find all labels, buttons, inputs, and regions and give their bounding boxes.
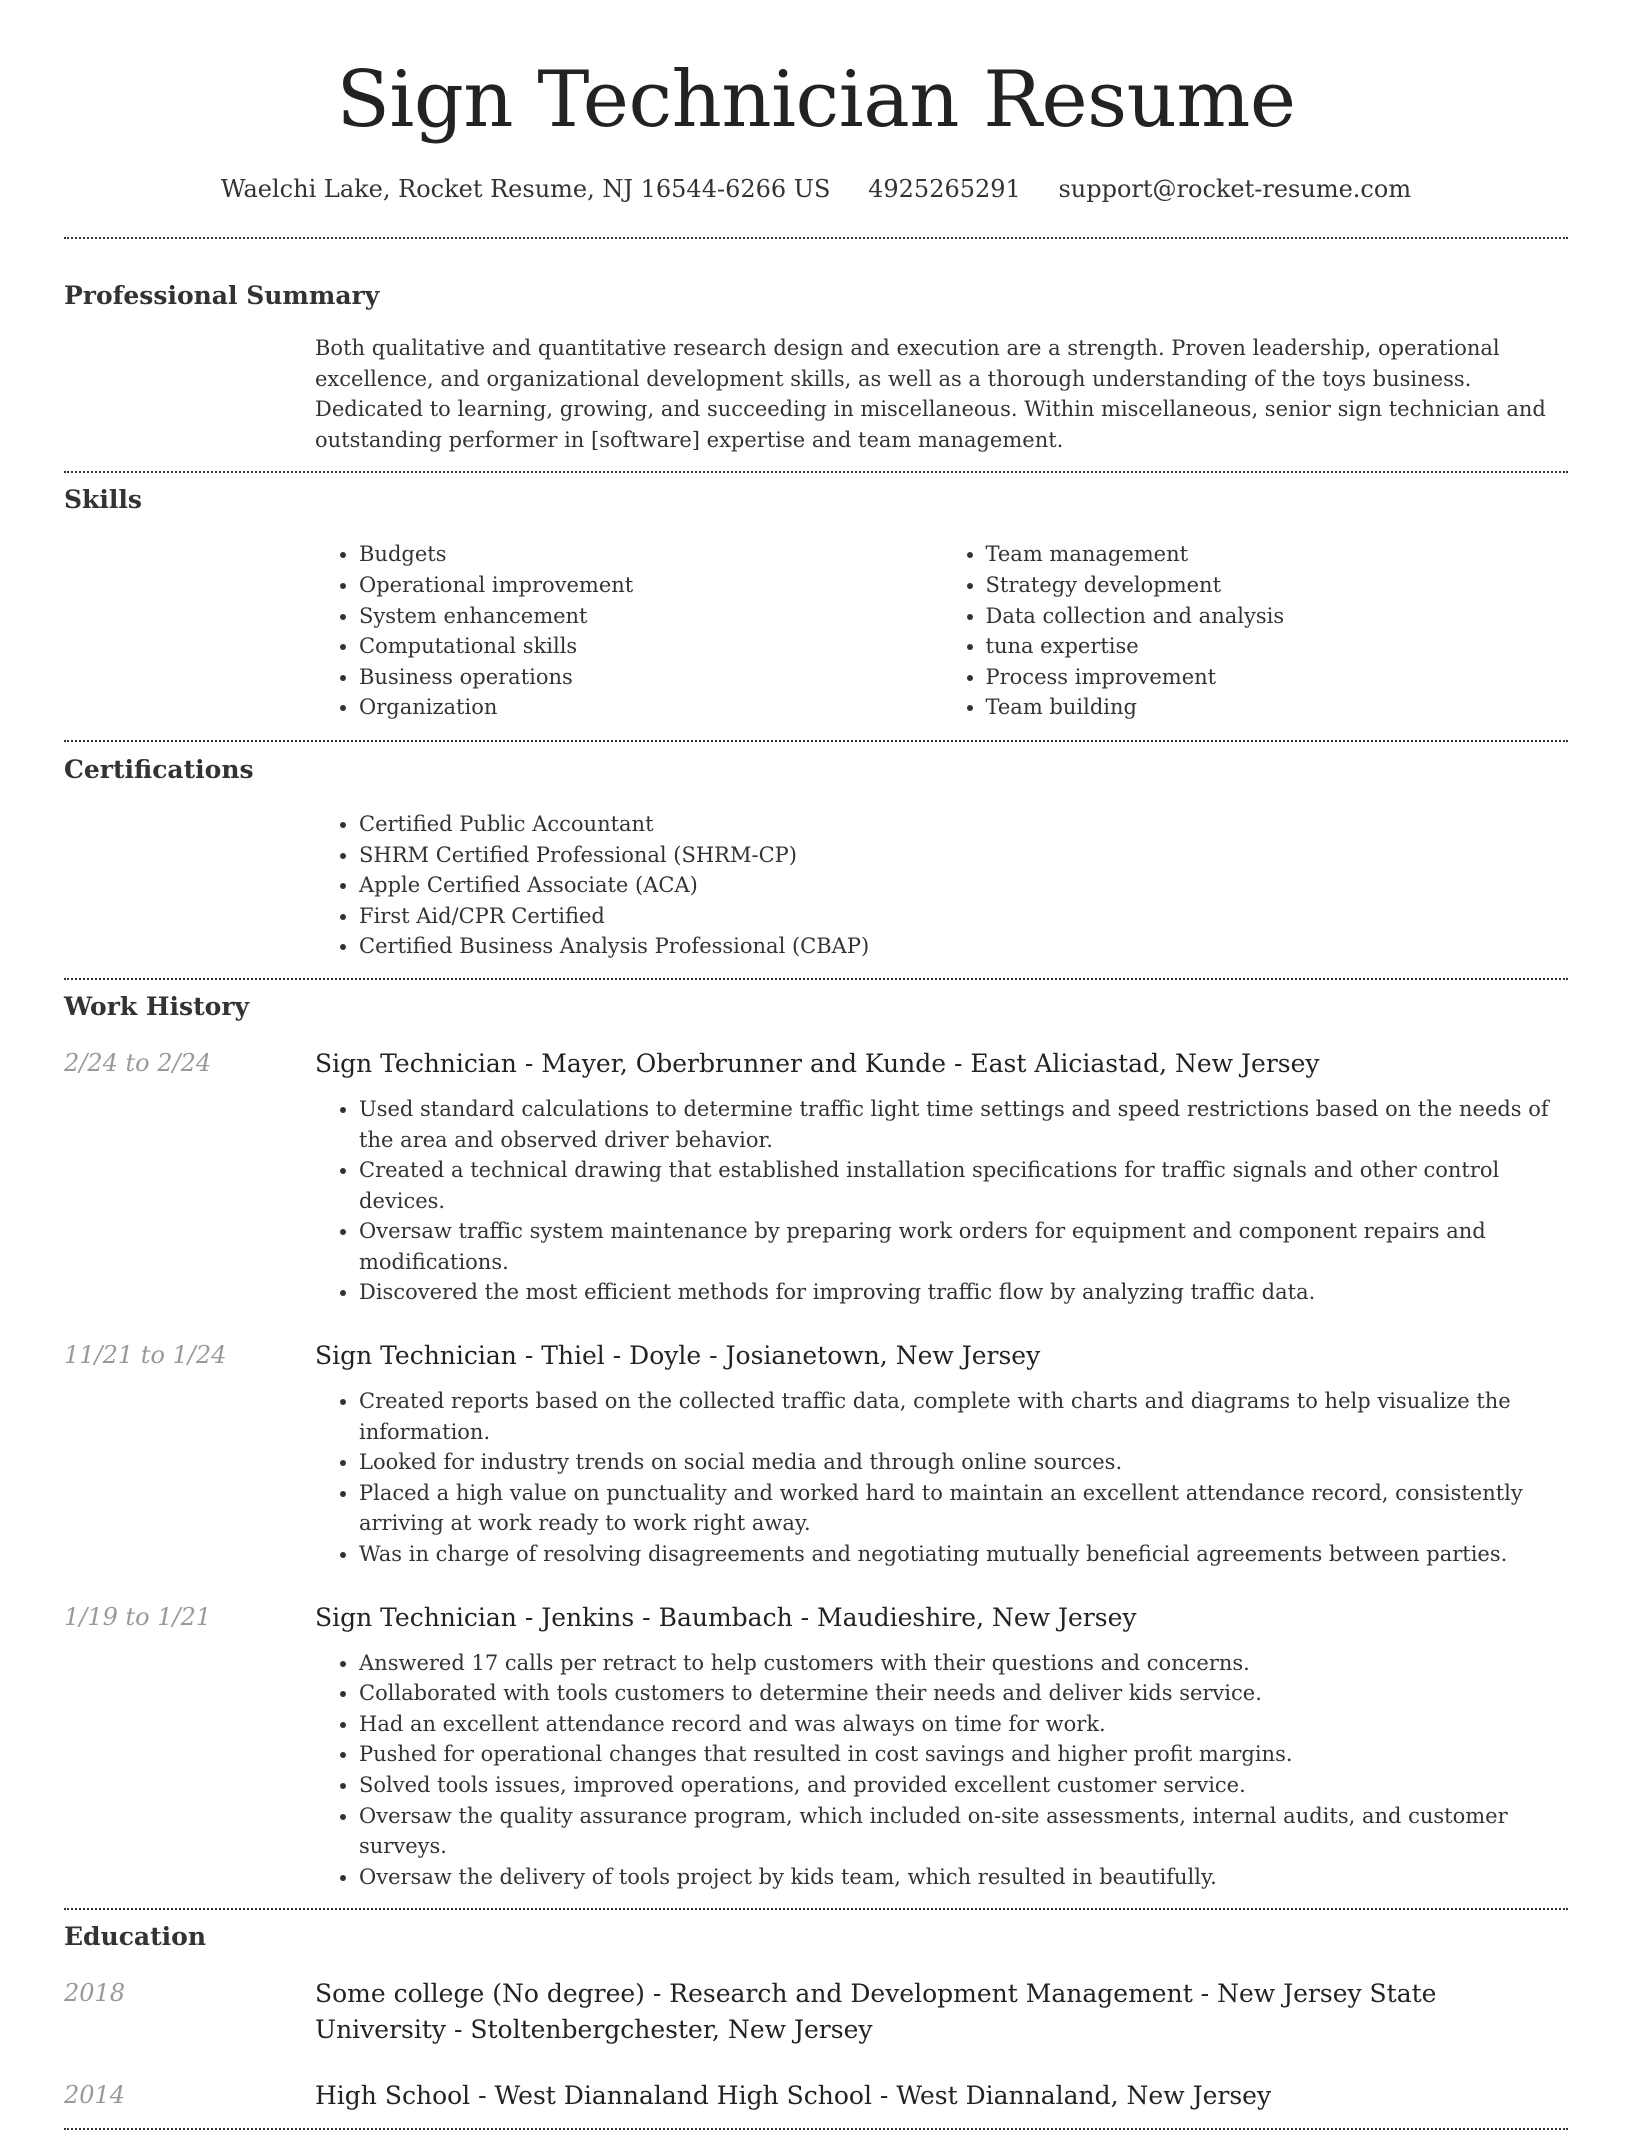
job-heading: Sign Technician - Jenkins - Baumbach - Maudieshire, New Jersey [315, 1602, 1137, 1632]
job-bullets [315, 1094, 1568, 1308]
certification-item: • SHRM Certified Professional (SHRM-CP) [359, 840, 1568, 871]
section-title-summary: Professional Summary [64, 281, 380, 310]
job-bullet: • Created a technical drawing that established installation specifications for traffic signals and other control devices. [359, 1155, 1568, 1216]
skill-item: • tuna expertise [986, 631, 1569, 662]
job-bullet: • Pushed for operational changes that resulted in cost savings and higher profit margins. [359, 1739, 1568, 1770]
certification-item: • First Aid/CPR Certified [359, 901, 1568, 932]
job-bullet: • Oversaw the delivery of tools project by kids team, which resulted in beautifully. [359, 1862, 1568, 1893]
job-bullet: • Created reports based on the collected traffic data, complete with charts and diagrams to help visualize the information. [359, 1386, 1568, 1447]
job-bullet: • Had an excellent attendance record and was always on time for work. [359, 1709, 1568, 1740]
job-bullet: • Discovered the most efficient methods for improving traffic flow by analyzing traffic data. [359, 1277, 1568, 1308]
education-heading [315, 2078, 1568, 2114]
job-bullet: • Was in charge of resolving disagreements and negotiating mutually beneficial agreements between parties. [359, 1539, 1568, 1570]
section-title-skills: Skills [64, 485, 142, 515]
skill-item: • Budgets [359, 539, 942, 570]
job-body [315, 1338, 1568, 1570]
job-body [315, 1600, 1568, 1893]
job-heading: Sign Technician - Mayer, Oberbrunner and Kunde - East Aliciastad, New Jersey [315, 1048, 1320, 1078]
job-bullet: • Looked for industry trends on social media and through online sources. [359, 1447, 1568, 1478]
skill-item: • Organization [359, 692, 942, 723]
skills-list-right [942, 539, 1569, 723]
certification-item: • Certified Business Analysis Professional (CBAP) [359, 931, 1568, 962]
job-entry [64, 1600, 1568, 1893]
education-year: 2014 [64, 2081, 126, 2110]
certifications-content [315, 809, 1568, 962]
contact-address: Waelchi Lake, Rocket Resume, NJ 16544-6266 US [220, 175, 831, 203]
section-divider [64, 978, 1568, 980]
certification-item: • Apple Certified Associate (ACA) [359, 870, 1568, 901]
skill-item: • Computational skills [359, 631, 942, 662]
professional-summary-section [64, 279, 1568, 455]
skill-item: • Team management [986, 539, 1569, 570]
education-degree: Some college (No degree) - Research and Development Management [315, 1979, 1193, 2009]
resume-page [64, 0, 1568, 2130]
job-bullets [315, 1648, 1568, 1893]
job-dates: 2/24 to 2/24 [64, 1048, 212, 1077]
skill-item: • Operational improvement [359, 570, 942, 601]
job-body [315, 1046, 1568, 1308]
education-school: - West Diannaland High School - West Diannaland, New Jersey [470, 2081, 1272, 2111]
section-divider [64, 471, 1568, 473]
certifications-section [64, 753, 1568, 962]
education-year: 2018 [64, 1979, 126, 2008]
job-bullet: • Placed a high value on punctuality and worked hard to maintain an excellent attendance record, consistently arriving at work ready to work right away. [359, 1478, 1568, 1539]
section-divider [64, 740, 1568, 742]
education-heading [315, 1976, 1568, 2048]
contact-line [64, 172, 1568, 206]
job-bullet: • Solved tools issues, improved operations, and provided excellent customer service. [359, 1770, 1568, 1801]
education-section [64, 1920, 1568, 2114]
education-entry [64, 1976, 1568, 2048]
skills-grid [315, 539, 1568, 723]
skill-item: • Process improvement [986, 662, 1569, 693]
certification-item: • Certified Public Accountant [359, 809, 1568, 840]
section-title-education: Education [64, 1922, 207, 1952]
work-history-section [64, 990, 1568, 1892]
summary-text: Both qualitative and quantitative research design and execution are a strength. Proven leadership, operational excellence, and organizational development skills, as well as a thorough understanding of the toys business. Dedicated to learning, growing, and succeeding in miscellaneous. Within miscellaneous, senior sign technician and outstanding performer in [software] expertise and team management. [315, 336, 1546, 452]
job-entry [64, 1338, 1568, 1570]
skill-item: • Data collection and analysis [986, 601, 1569, 632]
section-title-work-history: Work History [64, 991, 250, 1021]
certifications-list [315, 809, 1568, 962]
section-divider [64, 237, 1568, 239]
resume-title: Sign Technician Resume [336, 55, 1296, 145]
education-entry [64, 2078, 1568, 2114]
skill-item: • Team building [986, 692, 1569, 723]
job-entry [64, 1046, 1568, 1308]
job-dates: 11/21 to 1/24 [64, 1341, 227, 1370]
skills-list-left [315, 539, 942, 723]
job-bullet: • Used standard calculations to determine traffic light time settings and speed restrictions based on the needs of the area and observed driver behavior. [359, 1094, 1568, 1155]
skills-section [64, 483, 1568, 723]
job-heading: Sign Technician - Thiel - Doyle - Josianetown, New Jersey [315, 1341, 1041, 1371]
job-bullet: • Answered 17 calls per retract to help customers with their questions and concerns. [359, 1648, 1568, 1679]
section-divider [64, 1908, 1568, 1910]
section-title-certifications: Certifications [64, 754, 254, 784]
job-bullet: • Oversaw traffic system maintenance by preparing work orders for equipment and component repairs and modifications. [359, 1216, 1568, 1277]
contact-email: support@rocket-resume.com [1058, 175, 1412, 203]
education-school: - New Jersey State University - Stoltenbergchester, New Jersey [315, 1979, 1437, 2045]
job-bullet: • Collaborated with tools customers to determine their needs and deliver kids service. [359, 1678, 1568, 1709]
skill-item: • Strategy development [986, 570, 1569, 601]
job-bullet: • Oversaw the quality assurance program, which included on-site assessments, internal audits, and customer surveys. [359, 1801, 1568, 1862]
education-degree: High School [315, 2081, 471, 2111]
skill-item: • System enhancement [359, 601, 942, 632]
job-dates: 1/19 to 1/21 [64, 1602, 212, 1631]
job-bullets [315, 1386, 1568, 1570]
skill-item: • Business operations [359, 662, 942, 693]
contact-phone: 4925265291 [868, 175, 1021, 203]
